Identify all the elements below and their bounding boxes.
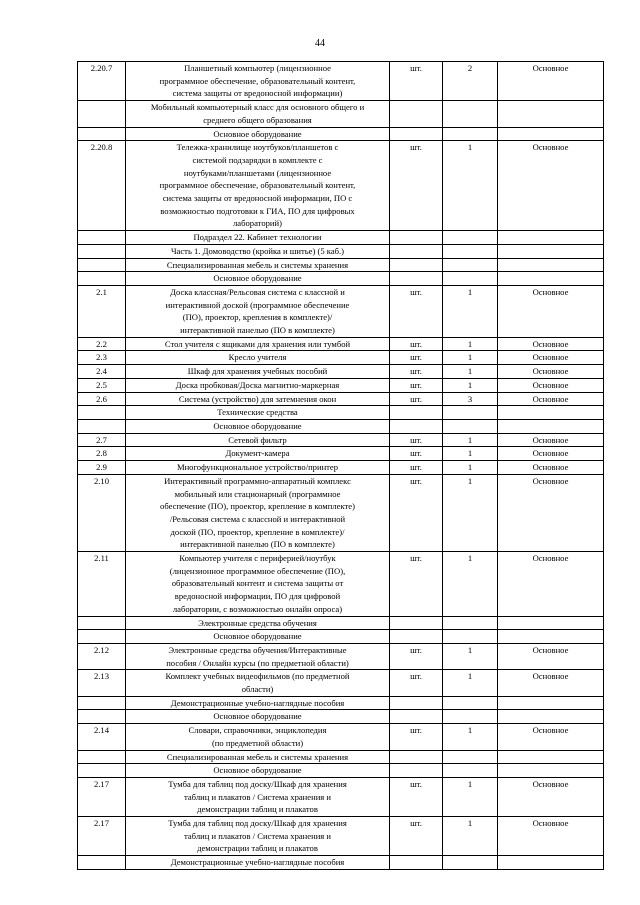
item-type: Основное: [498, 474, 604, 551]
section-row: [78, 419, 604, 433]
item-unit: шт.: [390, 447, 443, 461]
item-number: 2.20.7: [78, 62, 126, 101]
item-unit: шт.: [390, 474, 443, 551]
item-name: [126, 817, 390, 856]
empty-cell: [390, 856, 443, 870]
item-name: [126, 461, 390, 475]
empty-cell: [443, 127, 498, 141]
text-line: Система (устройство) для затемнения окон: [178, 393, 337, 404]
table-row: [78, 62, 604, 101]
item-name: [126, 670, 390, 696]
text-line: система защиты от вредоносной информации, ПО с: [162, 193, 353, 204]
empty-cell: [443, 258, 498, 272]
item-number: 2.4: [78, 365, 126, 379]
item-name: [126, 447, 390, 461]
empty-cell: [443, 101, 498, 127]
section-row: [78, 406, 604, 420]
empty-cell: [78, 258, 126, 272]
empty-cell: [498, 616, 604, 630]
section-title: [126, 764, 390, 778]
empty-cell: [78, 616, 126, 630]
empty-cell: [443, 764, 498, 778]
text-line: Демонстрационные учебно-наглядные пособия: [170, 857, 345, 868]
text-line: Тумба для таблиц под доску/Шкаф для хранения: [168, 818, 347, 829]
item-name: [126, 378, 390, 392]
item-unit: шт.: [390, 643, 443, 669]
item-name: [126, 777, 390, 816]
empty-cell: [498, 244, 604, 258]
item-type: Основное: [498, 337, 604, 351]
section-title: [126, 244, 390, 258]
section-title: [126, 258, 390, 272]
item-quantity: 1: [443, 552, 498, 617]
item-name: [126, 433, 390, 447]
item-unit: шт.: [390, 392, 443, 406]
item-type: Основное: [498, 392, 604, 406]
section-row: [78, 244, 604, 258]
item-quantity: 1: [443, 817, 498, 856]
item-unit: шт.: [390, 724, 443, 750]
text-line: Тележка-хранилище ноутбуков/планшетов с: [176, 142, 339, 153]
text-line: Компьютер учителя с периферией/ноутбук: [179, 553, 336, 564]
text-line: лаборатории, с возможностью онлайн опроса): [172, 603, 343, 614]
item-name: [126, 285, 390, 337]
section-title: [126, 419, 390, 433]
item-type: Основное: [498, 724, 604, 750]
text-line: (лицензионное программное обеспечение (ПО),: [169, 565, 346, 576]
text-line: (ПО), проектор, крепления в комплекте)/: [182, 312, 333, 323]
item-unit: шт.: [390, 817, 443, 856]
text-line: области): [241, 684, 274, 695]
text-line: Сетевой фильтр: [228, 434, 287, 445]
empty-cell: [443, 406, 498, 420]
item-type: Основное: [498, 670, 604, 696]
text-line: Основное оборудование: [213, 765, 302, 776]
item-type: Основное: [498, 777, 604, 816]
item-unit: шт.: [390, 461, 443, 475]
text-line: пособия / Онлайн курсы (по предметной области): [166, 657, 349, 668]
section-row: [78, 630, 604, 644]
text-line: Комплект учебных видеофильмов (по предметной: [165, 671, 350, 682]
section-row: [78, 616, 604, 630]
item-quantity: 1: [443, 447, 498, 461]
item-quantity: 1: [443, 351, 498, 365]
text-line: Мобильный компьютерный класс для основного общего и: [150, 102, 365, 113]
item-type: Основное: [498, 365, 604, 379]
text-line: система защиты от вредоносной информации): [172, 88, 343, 99]
table-row: [78, 670, 604, 696]
item-name: [126, 337, 390, 351]
empty-cell: [78, 272, 126, 286]
item-number: 2.14: [78, 724, 126, 750]
section-row: [78, 710, 604, 724]
item-type: Основное: [498, 141, 604, 231]
table-body: [78, 62, 604, 870]
item-quantity: 3: [443, 392, 498, 406]
table-row: [78, 351, 604, 365]
item-type: Основное: [498, 461, 604, 475]
text-line: Специализированная мебель и системы хранения: [166, 259, 349, 270]
item-name: [126, 351, 390, 365]
text-line: демонстрации таблиц и плакатов: [197, 843, 318, 854]
text-line: Технические средства: [217, 407, 298, 418]
empty-cell: [498, 406, 604, 420]
text-line: интерактивной панелью (ПО в комплекте): [180, 539, 335, 550]
item-number: 2.7: [78, 433, 126, 447]
section-title: [126, 710, 390, 724]
empty-cell: [498, 419, 604, 433]
item-quantity: 1: [443, 724, 498, 750]
empty-cell: [390, 258, 443, 272]
page-number: 44: [315, 38, 325, 49]
text-line: Доска классная/Рельсовая система с классной и: [170, 286, 345, 297]
item-number: 2.11: [78, 552, 126, 617]
empty-cell: [390, 101, 443, 127]
text-line: Тумба для таблиц под доску/Шкаф для хранения: [168, 778, 347, 789]
item-unit: шт.: [390, 351, 443, 365]
empty-cell: [443, 630, 498, 644]
item-number: 2.17: [78, 817, 126, 856]
empty-cell: [498, 127, 604, 141]
table-row: [78, 141, 604, 231]
table-row: [78, 378, 604, 392]
item-name: [126, 552, 390, 617]
item-quantity: 1: [443, 141, 498, 231]
item-type: Основное: [498, 552, 604, 617]
item-number: 2.8: [78, 447, 126, 461]
empty-cell: [443, 696, 498, 710]
section-title: [126, 406, 390, 420]
text-line: Словари, справочники, энциклопедия: [188, 725, 327, 736]
section-title: [126, 616, 390, 630]
text-line: интерактивной панелью (ПО в комплекте): [180, 325, 335, 336]
item-unit: шт.: [390, 552, 443, 617]
text-line: лабораторий): [233, 218, 282, 229]
empty-cell: [390, 244, 443, 258]
item-unit: шт.: [390, 365, 443, 379]
table-row: [78, 552, 604, 617]
table-row: [78, 365, 604, 379]
item-name: [126, 392, 390, 406]
empty-cell: [78, 244, 126, 258]
text-line: Шкаф для хранения учебных пособий: [187, 366, 328, 377]
item-number: 2.6: [78, 392, 126, 406]
empty-cell: [498, 856, 604, 870]
item-unit: шт.: [390, 670, 443, 696]
section-title: [126, 630, 390, 644]
empty-cell: [390, 419, 443, 433]
empty-cell: [498, 272, 604, 286]
text-line: Основное оборудование: [213, 273, 302, 284]
item-number: 2.1: [78, 285, 126, 337]
text-line: таблиц и плакатов / Система хранения и: [183, 791, 331, 802]
item-name: [126, 365, 390, 379]
text-line: возможностью подготовки к ГИА, ПО для цифровых: [160, 205, 355, 216]
item-number: 2.20.8: [78, 141, 126, 231]
text-line: Электронные средства обучения: [198, 617, 317, 628]
empty-cell: [390, 272, 443, 286]
item-number: 2.10: [78, 474, 126, 551]
empty-cell: [443, 272, 498, 286]
item-number: 2.9: [78, 461, 126, 475]
item-quantity: 1: [443, 337, 498, 351]
empty-cell: [390, 231, 443, 245]
section-row: [78, 258, 604, 272]
empty-cell: [498, 630, 604, 644]
section-title: [126, 231, 390, 245]
section-row: [78, 856, 604, 870]
empty-cell: [78, 231, 126, 245]
table-row: [78, 643, 604, 669]
empty-cell: [390, 750, 443, 764]
text-line: системой подзарядки в комплекте с: [192, 154, 323, 165]
empty-cell: [78, 696, 126, 710]
item-unit: шт.: [390, 62, 443, 101]
item-unit: шт.: [390, 141, 443, 231]
item-number: 2.3: [78, 351, 126, 365]
item-number: 2.5: [78, 378, 126, 392]
empty-cell: [443, 750, 498, 764]
section-row: [78, 750, 604, 764]
text-line: /Рельсовая система с классной и интерактивной: [169, 513, 346, 524]
item-name: [126, 643, 390, 669]
empty-cell: [498, 750, 604, 764]
text-line: (по предметной области): [211, 737, 304, 748]
empty-cell: [78, 127, 126, 141]
text-line: Основное оборудование: [213, 631, 302, 642]
text-line: Документ-камера: [225, 448, 290, 459]
empty-cell: [78, 630, 126, 644]
text-line: доской (ПО, проектор, крепление в комплекте)/: [170, 526, 345, 537]
empty-cell: [390, 630, 443, 644]
table-row: [78, 392, 604, 406]
item-quantity: 1: [443, 474, 498, 551]
item-type: Основное: [498, 433, 604, 447]
item-unit: шт.: [390, 378, 443, 392]
empty-cell: [78, 710, 126, 724]
item-type: Основное: [498, 285, 604, 337]
section-title: [126, 696, 390, 710]
item-quantity: 1: [443, 670, 498, 696]
section-row: [78, 101, 604, 127]
empty-cell: [78, 750, 126, 764]
empty-cell: [78, 764, 126, 778]
section-title: [126, 856, 390, 870]
text-line: Многофункциональное устройство/принтер: [176, 462, 339, 473]
section-row: [78, 127, 604, 141]
item-number: 2.13: [78, 670, 126, 696]
empty-cell: [498, 231, 604, 245]
text-line: интерактивной доской (программное обеспечение: [165, 299, 350, 310]
item-type: Основное: [498, 351, 604, 365]
text-line: мобильный или стационарный (программное: [174, 488, 341, 499]
text-line: вредоносной информации, ПО для цифровой: [174, 591, 341, 602]
empty-cell: [443, 856, 498, 870]
text-line: демонстрации таблиц и плакатов: [197, 804, 318, 815]
section-title: [126, 101, 390, 127]
item-quantity: 1: [443, 378, 498, 392]
empty-cell: [390, 616, 443, 630]
text-line: Интерактивный программно-аппаратный комплекс: [164, 475, 351, 486]
item-type: Основное: [498, 62, 604, 101]
item-unit: шт.: [390, 285, 443, 337]
text-line: программное обеспечение, образовательный контент,: [159, 180, 356, 191]
empty-cell: [390, 127, 443, 141]
item-name: [126, 62, 390, 101]
section-title: [126, 127, 390, 141]
text-line: Основное оборудование: [213, 420, 302, 431]
item-type: Основное: [498, 378, 604, 392]
item-quantity: 1: [443, 365, 498, 379]
empty-cell: [443, 616, 498, 630]
empty-cell: [443, 244, 498, 258]
item-type: Основное: [498, 447, 604, 461]
text-line: Часть 1. Домоводство (кройка и шитье) (5 каб.): [170, 245, 345, 256]
empty-cell: [78, 856, 126, 870]
item-number: 2.12: [78, 643, 126, 669]
item-quantity: 1: [443, 433, 498, 447]
table-row: [78, 461, 604, 475]
empty-cell: [498, 101, 604, 127]
text-line: образовательный контент и система защиты от: [171, 578, 344, 589]
empty-cell: [498, 710, 604, 724]
table-row: [78, 777, 604, 816]
text-line: обеспечение (ПО), проектор, крепление в комплекте): [160, 501, 355, 512]
item-unit: шт.: [390, 777, 443, 816]
item-quantity: 2: [443, 62, 498, 101]
item-quantity: 1: [443, 643, 498, 669]
empty-cell: [498, 696, 604, 710]
empty-cell: [390, 696, 443, 710]
text-line: Демонстрационные учебно-наглядные пособия: [170, 697, 345, 708]
table-row: [78, 337, 604, 351]
empty-cell: [78, 101, 126, 127]
item-name: [126, 141, 390, 231]
item-name: [126, 724, 390, 750]
text-line: таблиц и плакатов / Система хранения и: [183, 830, 331, 841]
text-line: Основное оборудование: [213, 128, 302, 139]
table-row: [78, 433, 604, 447]
item-quantity: 1: [443, 461, 498, 475]
text-line: Специализированная мебель и системы хранения: [166, 751, 349, 762]
empty-cell: [498, 764, 604, 778]
empty-cell: [78, 406, 126, 420]
item-unit: шт.: [390, 337, 443, 351]
text-line: Доска пробковая/Доска магнитно-маркерная: [175, 379, 340, 390]
table-row: [78, 285, 604, 337]
text-line: среднего общего образования: [203, 114, 312, 125]
section-row: [78, 696, 604, 710]
item-name: [126, 474, 390, 551]
empty-cell: [498, 258, 604, 272]
table-row: [78, 817, 604, 856]
text-line: Подраздел 22. Кабинет технологии: [193, 232, 322, 243]
text-line: Кресло учителя: [228, 352, 287, 363]
table-row: [78, 447, 604, 461]
empty-cell: [443, 231, 498, 245]
text-line: ноутбуками/планшетами (лицензионное: [183, 167, 332, 178]
empty-cell: [390, 710, 443, 724]
text-line: Планшетный компьютер (лицензионное: [184, 63, 331, 73]
empty-cell: [390, 406, 443, 420]
empty-cell: [443, 419, 498, 433]
section-row: [78, 231, 604, 245]
text-line: Стол учителя с ящиками для хранения или тумбой: [164, 338, 351, 349]
item-type: Основное: [498, 817, 604, 856]
table-row: [78, 724, 604, 750]
text-line: Основное оборудование: [213, 711, 302, 722]
item-number: 2.17: [78, 777, 126, 816]
item-type: Основное: [498, 643, 604, 669]
section-row: [78, 764, 604, 778]
section-title: [126, 272, 390, 286]
section-title: [126, 750, 390, 764]
empty-cell: [78, 419, 126, 433]
item-quantity: 1: [443, 777, 498, 816]
text-line: Электронные средства обучения/Интерактивные: [168, 644, 347, 655]
item-unit: шт.: [390, 433, 443, 447]
section-row: [78, 272, 604, 286]
table-row: [78, 474, 604, 551]
empty-cell: [390, 764, 443, 778]
empty-cell: [443, 710, 498, 724]
equipment-table: [77, 61, 604, 870]
item-number: 2.2: [78, 337, 126, 351]
item-quantity: 1: [443, 285, 498, 337]
text-line: программное обеспечение, образовательный контент,: [159, 75, 356, 86]
